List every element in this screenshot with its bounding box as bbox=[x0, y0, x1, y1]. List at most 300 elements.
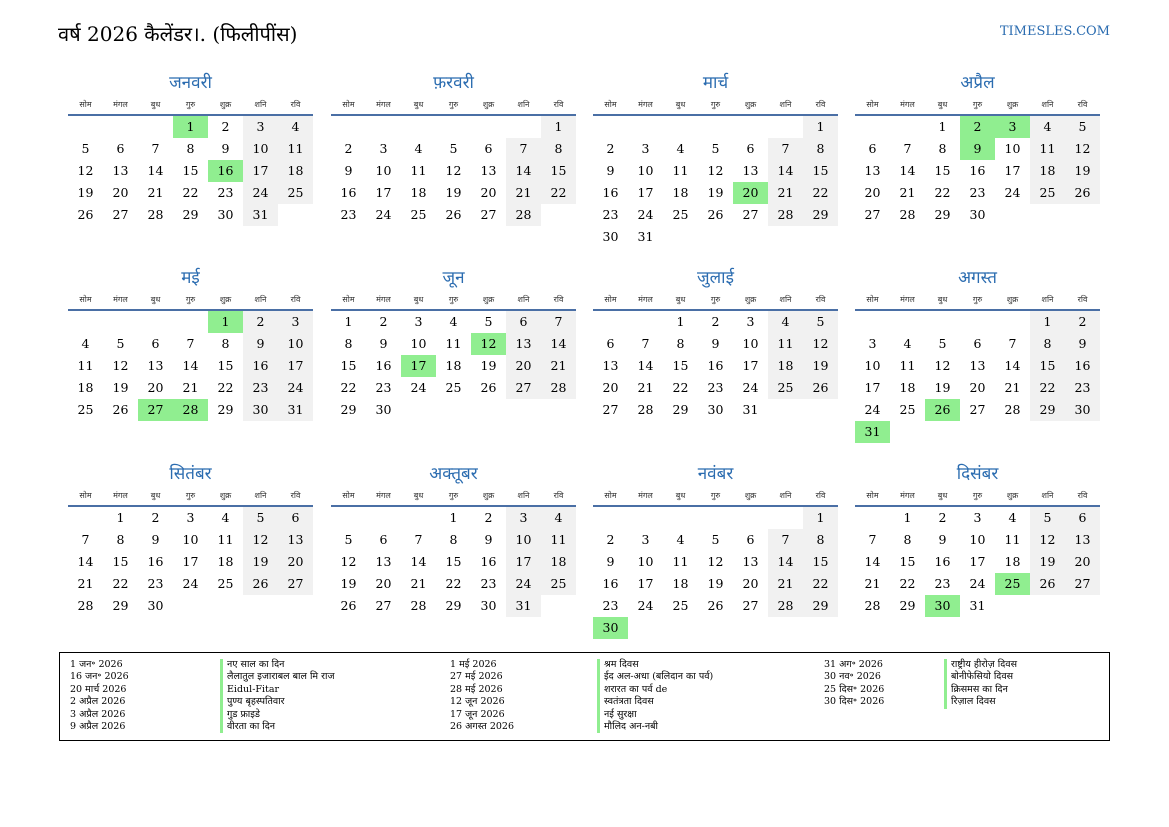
day-cell: 19 bbox=[1030, 551, 1065, 573]
day-cell: 8 bbox=[938, 141, 947, 156]
day-cell: 5 bbox=[344, 532, 353, 547]
day-cell: 15 bbox=[112, 554, 129, 569]
day-cell: 8 bbox=[186, 141, 195, 156]
day-cell: 2 bbox=[243, 311, 278, 333]
day-cell: 24 bbox=[969, 576, 986, 591]
day-cell: 14 bbox=[1004, 358, 1021, 373]
day-cell: 14 bbox=[768, 160, 803, 182]
day-cell: 17 bbox=[864, 380, 881, 395]
holiday-day: 1 bbox=[208, 311, 243, 333]
weekday-header bbox=[593, 489, 838, 503]
month-block bbox=[593, 267, 838, 421]
day-cell: 5 bbox=[81, 141, 90, 156]
day-cell: 29 bbox=[672, 402, 689, 417]
day-cell: 13 bbox=[864, 163, 881, 178]
day-cell: 21 bbox=[899, 185, 916, 200]
weekday-label: शनि bbox=[779, 295, 792, 304]
legend-date: 2 अप्रैल 2026 bbox=[70, 696, 126, 708]
holiday-legend bbox=[59, 652, 1110, 741]
weekday-label: मंगल bbox=[376, 491, 391, 500]
empty-cell bbox=[68, 507, 103, 529]
day-cell: 2 bbox=[151, 510, 160, 525]
day-cell: 12 bbox=[340, 554, 357, 569]
day-cell: 20 bbox=[480, 185, 497, 200]
day-cell: 27 bbox=[1065, 573, 1100, 595]
day-cell: 13 bbox=[506, 333, 541, 355]
day-cell: 26 bbox=[707, 598, 724, 613]
day-cell: 5 bbox=[803, 311, 838, 333]
day-cell: 17 bbox=[1004, 163, 1021, 178]
day-cell: 8 bbox=[803, 529, 838, 551]
day-cell: 4 bbox=[81, 336, 90, 351]
day-cell: 25 bbox=[899, 402, 916, 417]
holiday-day: 20 bbox=[733, 182, 768, 204]
day-cell: 2 bbox=[711, 314, 720, 329]
legend-holiday-name: शरारत का पर्व de bbox=[604, 683, 668, 695]
day-cell: 14 bbox=[864, 554, 881, 569]
day-cell: 23 bbox=[1065, 377, 1100, 399]
day-cell: 10 bbox=[182, 532, 199, 547]
day-cell: 7 bbox=[81, 532, 90, 547]
day-cell: 18 bbox=[672, 576, 689, 591]
day-cell: 5 bbox=[116, 336, 125, 351]
weekday-label: शुक्र bbox=[482, 295, 495, 304]
day-cell: 3 bbox=[973, 510, 982, 525]
weekday-label: गुरु bbox=[972, 295, 983, 304]
day-cell: 22 bbox=[217, 380, 234, 395]
day-cell: 20 bbox=[742, 576, 759, 591]
day-cell: 21 bbox=[637, 380, 654, 395]
legend-holiday-name: नई सुरक्षा bbox=[604, 708, 637, 720]
day-cell: 31 bbox=[243, 204, 278, 226]
day-cell: 6 bbox=[379, 532, 388, 547]
empty-cell bbox=[173, 311, 208, 333]
empty-cell bbox=[103, 116, 138, 138]
day-cell: 30 bbox=[969, 207, 986, 222]
day-cell: 7 bbox=[541, 311, 576, 333]
day-cell: 13 bbox=[742, 163, 759, 178]
weekday-label: शनि bbox=[254, 295, 267, 304]
day-cell: 13 bbox=[278, 529, 313, 551]
day-cell: 23 bbox=[375, 380, 392, 395]
holiday-day: 17 bbox=[401, 355, 436, 377]
day-cell: 3 bbox=[379, 141, 388, 156]
holiday-day: 28 bbox=[173, 399, 208, 421]
day-cell: 5 bbox=[711, 141, 720, 156]
day-cell: 12 bbox=[1065, 138, 1100, 160]
empty-cell bbox=[68, 116, 103, 138]
day-cell: 6 bbox=[746, 141, 755, 156]
empty-cell bbox=[960, 311, 995, 333]
weekday-header bbox=[331, 489, 576, 503]
day-cell: 10 bbox=[410, 336, 427, 351]
day-cell: 13 bbox=[375, 554, 392, 569]
day-cell: 14 bbox=[506, 160, 541, 182]
day-cell: 4 bbox=[676, 532, 685, 547]
day-cell: 2 bbox=[606, 532, 615, 547]
empty-cell bbox=[733, 116, 768, 138]
legend-dates-3 bbox=[824, 659, 884, 709]
day-cell: 22 bbox=[803, 182, 838, 204]
day-cell: 9 bbox=[711, 336, 720, 351]
month-block bbox=[68, 463, 313, 617]
day-grid bbox=[855, 311, 1100, 443]
empty-cell bbox=[925, 311, 960, 333]
weekday-label: गुरु bbox=[710, 100, 721, 109]
day-cell: 21 bbox=[768, 182, 803, 204]
weekday-label: रवि bbox=[815, 100, 826, 109]
day-cell: 1 bbox=[449, 510, 458, 525]
day-cell: 30 bbox=[243, 399, 278, 421]
month-name: जून bbox=[442, 268, 465, 288]
day-cell: 15 bbox=[1030, 355, 1065, 377]
day-cell: 9 bbox=[221, 141, 230, 156]
weekday-label: शनि bbox=[254, 100, 267, 109]
legend-date: 9 अप्रैल 2026 bbox=[70, 721, 126, 733]
day-cell: 5 bbox=[938, 336, 947, 351]
day-cell: 19 bbox=[707, 576, 724, 591]
day-cell: 6 bbox=[746, 532, 755, 547]
weekday-header bbox=[68, 293, 313, 307]
weekday-label: शुक्र bbox=[219, 491, 232, 500]
day-cell: 22 bbox=[803, 573, 838, 595]
holiday-day: 16 bbox=[208, 160, 243, 182]
legend-holiday-name: बोनीफेसियो दिवस bbox=[951, 671, 1014, 683]
weekday-label: सोम bbox=[604, 295, 617, 304]
day-cell: 14 bbox=[541, 333, 576, 355]
day-cell: 19 bbox=[934, 380, 951, 395]
day-cell: 20 bbox=[506, 355, 541, 377]
day-cell: 11 bbox=[899, 358, 916, 373]
day-cell: 19 bbox=[707, 185, 724, 200]
day-cell: 23 bbox=[969, 185, 986, 200]
day-cell: 3 bbox=[414, 314, 423, 329]
day-cell: 7 bbox=[768, 138, 803, 160]
day-cell: 17 bbox=[742, 358, 759, 373]
empty-cell bbox=[855, 507, 890, 529]
legend-date: 1 मई 2026 bbox=[450, 659, 497, 670]
day-cell: 18 bbox=[672, 185, 689, 200]
day-cell: 19 bbox=[77, 185, 94, 200]
day-cell: 22 bbox=[182, 185, 199, 200]
legend-date: 26 अगस्त 2026 bbox=[450, 721, 515, 733]
weekday-label: शुक्र bbox=[482, 100, 495, 109]
weekday-label: शनि bbox=[517, 491, 530, 500]
weekday-label: शनि bbox=[517, 295, 530, 304]
day-cell: 19 bbox=[340, 576, 357, 591]
day-cell: 25 bbox=[541, 573, 576, 595]
day-cell: 12 bbox=[803, 333, 838, 355]
day-cell: 9 bbox=[344, 163, 353, 178]
weekday-header bbox=[331, 293, 576, 307]
day-cell: 17 bbox=[637, 576, 654, 591]
month-block bbox=[331, 72, 576, 226]
legend-names-1 bbox=[220, 659, 335, 733]
month-block bbox=[855, 463, 1100, 617]
weekday-label: शनि bbox=[779, 100, 792, 109]
day-cell: 10 bbox=[969, 532, 986, 547]
day-cell: 28 bbox=[147, 207, 164, 222]
legend-holiday-name: क्रिसमस का दिन bbox=[951, 683, 1008, 695]
day-cell: 5 bbox=[243, 507, 278, 529]
day-cell: 26 bbox=[340, 598, 357, 613]
day-cell: 12 bbox=[77, 163, 94, 178]
day-cell: 13 bbox=[480, 163, 497, 178]
month-name: मार्च bbox=[702, 73, 729, 93]
day-cell: 11 bbox=[541, 529, 576, 551]
day-cell: 20 bbox=[278, 551, 313, 573]
day-cell: 31 bbox=[637, 229, 654, 244]
weekday-label: मंगल bbox=[113, 491, 128, 500]
weekday-label: रवि bbox=[1077, 295, 1088, 304]
legend-holiday-name: मौलिद अन-नबी bbox=[604, 721, 659, 733]
day-cell: 30 bbox=[602, 229, 619, 244]
day-cell: 13 bbox=[969, 358, 986, 373]
day-cell: 8 bbox=[449, 532, 458, 547]
day-cell: 13 bbox=[147, 358, 164, 373]
day-cell: 21 bbox=[864, 576, 881, 591]
day-cell: 14 bbox=[899, 163, 916, 178]
legend-holiday-name: गुड फ्राइडे bbox=[227, 708, 260, 720]
day-cell: 22 bbox=[541, 182, 576, 204]
day-cell: 6 bbox=[116, 141, 125, 156]
weekday-label: शुक्र bbox=[1006, 295, 1019, 304]
empty-cell bbox=[733, 507, 768, 529]
weekday-label: सोम bbox=[79, 100, 92, 109]
day-cell: 24 bbox=[375, 207, 392, 222]
day-cell: 11 bbox=[278, 138, 313, 160]
day-cell: 2 bbox=[484, 510, 493, 525]
weekday-header bbox=[593, 98, 838, 112]
day-cell: 2 bbox=[344, 141, 353, 156]
weekday-label: गुरु bbox=[710, 295, 721, 304]
weekday-label: बुध bbox=[150, 100, 161, 109]
day-cell: 20 bbox=[864, 185, 881, 200]
day-cell: 3 bbox=[868, 336, 877, 351]
day-cell: 14 bbox=[637, 358, 654, 373]
day-cell: 1 bbox=[938, 119, 947, 134]
empty-cell bbox=[593, 311, 628, 333]
legend-date: 31 अग॰ 2026 bbox=[824, 659, 883, 670]
day-cell: 26 bbox=[707, 207, 724, 222]
weekday-label: सोम bbox=[866, 295, 879, 304]
day-cell: 26 bbox=[445, 207, 462, 222]
day-cell: 27 bbox=[864, 207, 881, 222]
day-cell: 17 bbox=[637, 185, 654, 200]
day-cell: 20 bbox=[969, 380, 986, 395]
weekday-label: शुक्र bbox=[1006, 491, 1019, 500]
day-cell: 10 bbox=[1004, 141, 1021, 156]
day-cell: 8 bbox=[903, 532, 912, 547]
weekday-label: बुध bbox=[675, 295, 686, 304]
day-cell: 15 bbox=[217, 358, 234, 373]
day-cell: 10 bbox=[742, 336, 759, 351]
weekday-label: बुध bbox=[937, 100, 948, 109]
day-cell: 28 bbox=[77, 598, 94, 613]
day-cell: 30 bbox=[480, 598, 497, 613]
weekday-header bbox=[68, 489, 313, 503]
empty-cell bbox=[663, 507, 698, 529]
day-cell: 18 bbox=[899, 380, 916, 395]
legend-date: 30 दिस॰ 2026 bbox=[824, 696, 885, 708]
day-cell: 26 bbox=[112, 402, 129, 417]
month-block bbox=[331, 267, 576, 421]
day-cell: 18 bbox=[410, 185, 427, 200]
day-cell: 19 bbox=[445, 185, 462, 200]
day-cell: 6 bbox=[1065, 507, 1100, 529]
day-cell: 28 bbox=[410, 598, 427, 613]
weekday-label: रवि bbox=[290, 491, 301, 500]
day-cell: 29 bbox=[445, 598, 462, 613]
weekday-label: मंगल bbox=[376, 100, 391, 109]
day-cell: 16 bbox=[147, 554, 164, 569]
month-block bbox=[68, 72, 313, 226]
day-cell: 2 bbox=[938, 510, 947, 525]
day-cell: 31 bbox=[506, 595, 541, 617]
day-cell: 8 bbox=[344, 336, 353, 351]
day-cell: 11 bbox=[217, 532, 234, 547]
day-cell: 7 bbox=[414, 532, 423, 547]
day-cell: 4 bbox=[676, 141, 685, 156]
empty-cell bbox=[628, 116, 663, 138]
day-cell: 22 bbox=[899, 576, 916, 591]
empty-cell bbox=[593, 507, 628, 529]
empty-cell bbox=[995, 311, 1030, 333]
month-name: अक्तूबर bbox=[429, 464, 478, 484]
month-name: सितंबर bbox=[169, 464, 212, 484]
legend-date: 1 जन॰ 2026 bbox=[70, 659, 123, 670]
day-cell: 15 bbox=[899, 554, 916, 569]
weekday-label: बुध bbox=[937, 295, 948, 304]
day-cell: 29 bbox=[1030, 399, 1065, 421]
empty-cell bbox=[506, 116, 541, 138]
empty-cell bbox=[401, 116, 436, 138]
day-cell: 2 bbox=[1065, 311, 1100, 333]
weekday-label: गुरु bbox=[448, 100, 459, 109]
weekday-label: मंगल bbox=[638, 295, 653, 304]
weekday-label: मंगल bbox=[638, 491, 653, 500]
weekday-label: शनि bbox=[1041, 100, 1054, 109]
legend-holiday-name: रिज़ाल दिवस bbox=[951, 696, 996, 708]
weekday-label: शनि bbox=[1041, 491, 1054, 500]
day-cell: 13 bbox=[742, 554, 759, 569]
day-cell: 13 bbox=[602, 358, 619, 373]
day-cell: 16 bbox=[969, 163, 986, 178]
day-cell: 24 bbox=[182, 576, 199, 591]
day-cell: 5 bbox=[1065, 116, 1100, 138]
day-cell: 1 bbox=[803, 507, 838, 529]
day-cell: 17 bbox=[375, 185, 392, 200]
month-name: मई bbox=[181, 268, 200, 288]
legend-holiday-name: नए साल का दिन bbox=[227, 659, 285, 670]
day-cell: 25 bbox=[672, 598, 689, 613]
weekday-label: गुरु bbox=[185, 295, 196, 304]
weekday-label: मंगल bbox=[900, 491, 915, 500]
holiday-day: 30 bbox=[925, 595, 960, 617]
day-cell: 17 bbox=[278, 355, 313, 377]
holiday-day: 25 bbox=[995, 573, 1030, 595]
day-cell: 19 bbox=[1065, 160, 1100, 182]
legend-date: 28 मई 2026 bbox=[450, 683, 503, 695]
weekday-label: मंगल bbox=[900, 295, 915, 304]
day-cell: 18 bbox=[445, 358, 462, 373]
day-cell: 4 bbox=[903, 336, 912, 351]
day-cell: 21 bbox=[77, 576, 94, 591]
day-cell: 17 bbox=[506, 551, 541, 573]
month-name: नवंबर bbox=[697, 464, 734, 484]
day-cell: 12 bbox=[707, 554, 724, 569]
weekday-label: बुध bbox=[675, 491, 686, 500]
weekday-label: शुक्र bbox=[219, 295, 232, 304]
weekday-label: सोम bbox=[866, 100, 879, 109]
month-block bbox=[593, 72, 838, 248]
day-cell: 28 bbox=[1004, 402, 1021, 417]
month-block bbox=[593, 463, 838, 639]
day-cell: 27 bbox=[969, 402, 986, 417]
site-link[interactable]: TIMESLES.COM bbox=[999, 24, 1110, 39]
day-cell: 4 bbox=[278, 116, 313, 138]
weekday-label: बुध bbox=[937, 491, 948, 500]
day-cell: 12 bbox=[243, 529, 278, 551]
day-cell: 26 bbox=[480, 380, 497, 395]
day-cell: 24 bbox=[506, 573, 541, 595]
weekday-header bbox=[331, 98, 576, 112]
legend-date: 20 मार्च 2026 bbox=[70, 683, 127, 695]
day-cell: 7 bbox=[903, 141, 912, 156]
day-cell: 12 bbox=[112, 358, 129, 373]
day-cell: 27 bbox=[112, 207, 129, 222]
day-cell: 25 bbox=[672, 207, 689, 222]
day-cell: 11 bbox=[768, 333, 803, 355]
weekday-label: गुरु bbox=[448, 295, 459, 304]
day-cell: 9 bbox=[151, 532, 160, 547]
day-cell: 6 bbox=[506, 311, 541, 333]
weekday-label: शुक्र bbox=[744, 491, 757, 500]
day-cell: 19 bbox=[803, 355, 838, 377]
day-cell: 16 bbox=[934, 554, 951, 569]
day-cell: 31 bbox=[742, 402, 759, 417]
day-cell: 25 bbox=[445, 380, 462, 395]
holiday-day: 27 bbox=[138, 399, 173, 421]
day-cell: 4 bbox=[1008, 510, 1017, 525]
day-grid bbox=[331, 311, 576, 421]
day-cell: 9 bbox=[484, 532, 493, 547]
weekday-label: गुरु bbox=[185, 100, 196, 109]
weekday-label: शनि bbox=[779, 491, 792, 500]
empty-cell bbox=[68, 311, 103, 333]
day-cell: 16 bbox=[707, 358, 724, 373]
day-cell: 23 bbox=[707, 380, 724, 395]
day-cell: 26 bbox=[243, 573, 278, 595]
day-grid bbox=[68, 116, 313, 226]
day-cell: 21 bbox=[541, 355, 576, 377]
empty-cell bbox=[628, 507, 663, 529]
day-cell: 24 bbox=[637, 598, 654, 613]
empty-cell bbox=[138, 116, 173, 138]
day-grid bbox=[593, 311, 838, 421]
empty-cell bbox=[366, 116, 401, 138]
day-cell: 12 bbox=[1030, 529, 1065, 551]
day-cell: 8 bbox=[1030, 333, 1065, 355]
day-cell: 9 bbox=[243, 333, 278, 355]
legend-date: 16 जन॰ 2026 bbox=[70, 671, 129, 683]
day-cell: 28 bbox=[899, 207, 916, 222]
weekday-header bbox=[855, 293, 1100, 307]
day-cell: 8 bbox=[221, 336, 230, 351]
legend-holiday-name: ईद अल-अधा (बलिदान का पर्व) bbox=[604, 671, 714, 683]
day-cell: 25 bbox=[1030, 182, 1065, 204]
day-cell: 28 bbox=[768, 204, 803, 226]
